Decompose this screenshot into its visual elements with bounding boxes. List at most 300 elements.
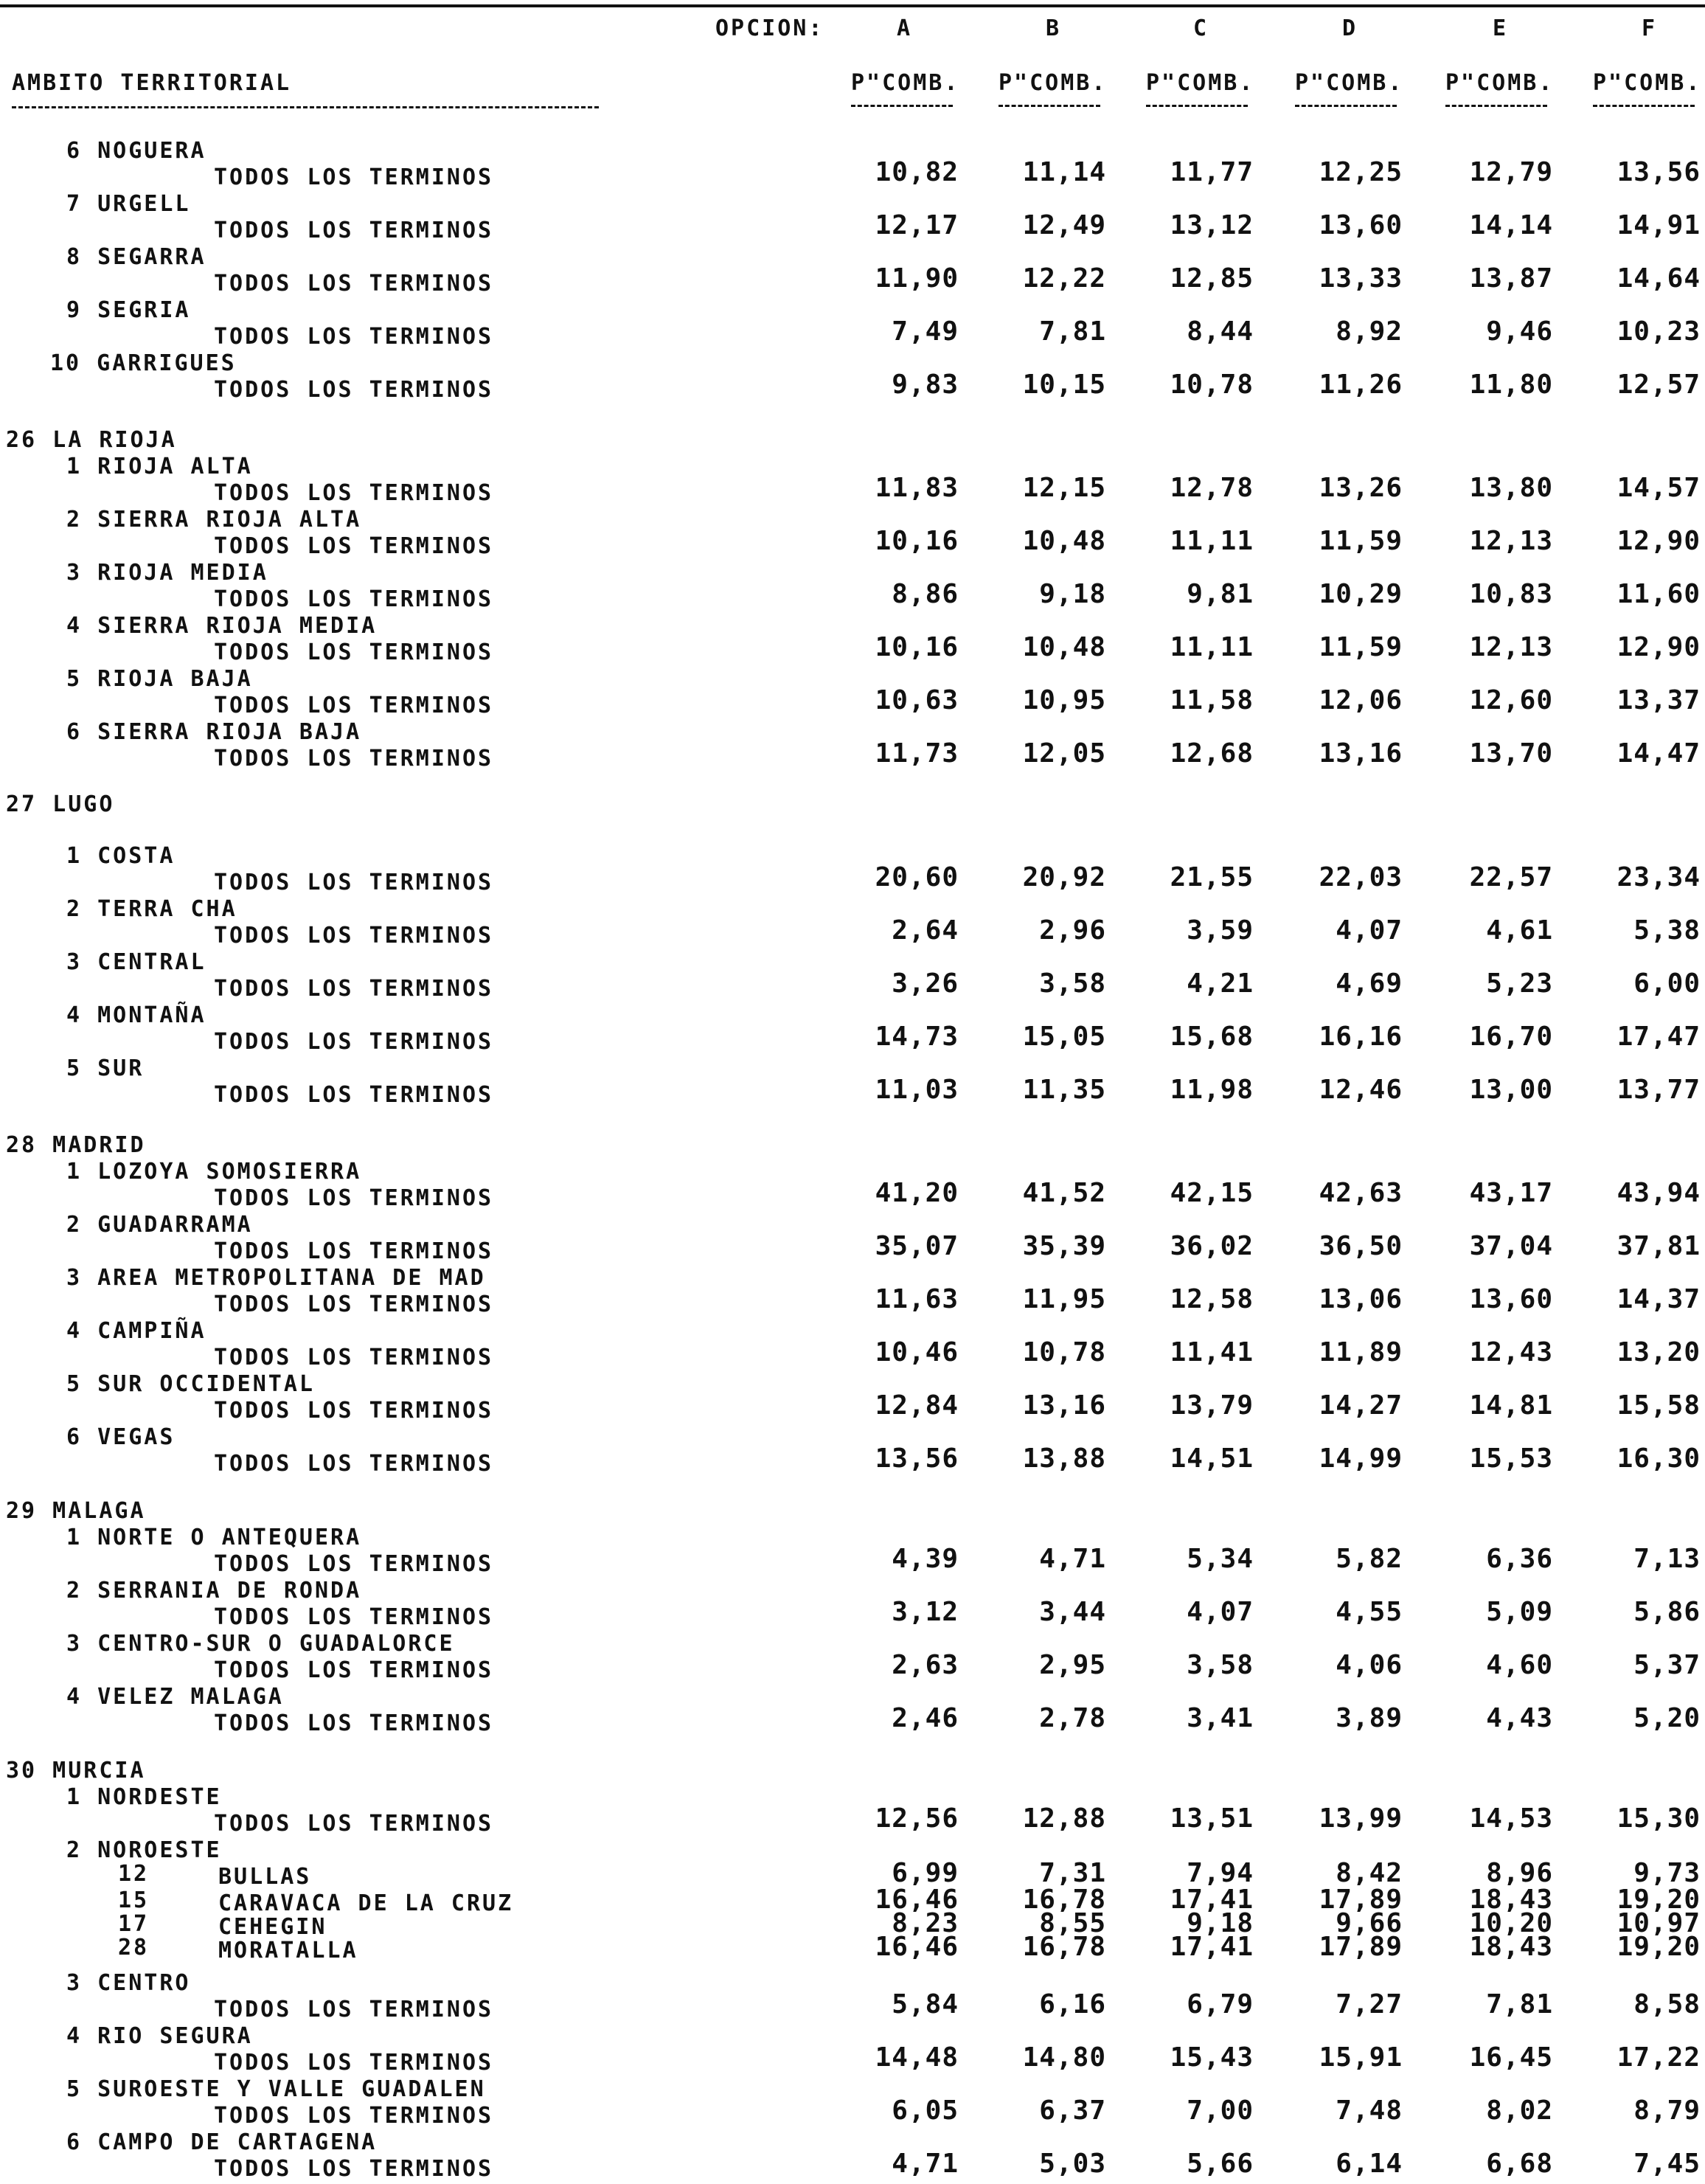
value-cell: 4,71 (892, 2149, 959, 2179)
column-letter: D (1342, 15, 1358, 41)
value-cell: 15,68 (1170, 1022, 1254, 1052)
value-cell: 13,87 (1469, 263, 1553, 294)
value-cell: 12,60 (1469, 685, 1553, 715)
value-cell: 13,99 (1319, 1803, 1403, 1834)
comarca-heading: 6 CAMPO DE CARTAGENA (66, 2129, 378, 2155)
value-cell: 3,58 (1039, 968, 1106, 999)
terms-label: TODOS LOS TERMINOS (214, 1710, 494, 1736)
value-cell: 11,58 (1170, 685, 1254, 715)
terms-label: TODOS LOS TERMINOS (214, 164, 494, 190)
value-cell: 4,21 (1187, 968, 1254, 999)
column-underline (1445, 105, 1547, 107)
value-cell: 15,58 (1617, 1390, 1701, 1421)
value-cell: 8,58 (1633, 1989, 1701, 2020)
value-cell: 12,43 (1469, 1337, 1553, 1367)
value-cell: 12,05 (1022, 738, 1106, 769)
comarca-heading: 1 NORTE O ANTEQUERA (66, 1525, 362, 1550)
value-cell: 13,06 (1319, 1284, 1403, 1314)
ambito-underline (12, 106, 599, 108)
value-cell: 10,23 (1617, 316, 1701, 347)
value-cell: 16,78 (1022, 1932, 1106, 1962)
value-cell: 2,46 (892, 1703, 959, 1733)
value-cell: 13,70 (1469, 738, 1553, 769)
column-sublabel: P"COMB. (1445, 70, 1555, 96)
value-cell: 35,07 (875, 1231, 959, 1261)
ambito-label: AMBITO TERRITORIAL (12, 70, 292, 96)
value-cell: 19,20 (1617, 1932, 1701, 1962)
value-cell: 11,11 (1170, 632, 1254, 662)
column-underline (851, 105, 953, 107)
terms-label: TODOS LOS TERMINOS (214, 1029, 494, 1055)
value-cell: 4,06 (1336, 1650, 1403, 1680)
value-cell: 6,36 (1486, 1544, 1553, 1574)
value-cell: 8,79 (1633, 2095, 1701, 2126)
value-cell: 13,16 (1022, 1390, 1106, 1421)
column-underline (1593, 105, 1695, 107)
value-cell: 17,22 (1617, 2042, 1701, 2073)
comarca-heading: 5 RIOJA BAJA (66, 666, 253, 692)
terms-label: TODOS LOS TERMINOS (214, 976, 494, 1002)
value-cell: 14,81 (1469, 1390, 1553, 1421)
value-cell: 10,97 (1617, 1908, 1701, 1938)
value-cell: 6,37 (1039, 2095, 1106, 2126)
value-cell: 3,58 (1187, 1650, 1254, 1680)
value-cell: 37,81 (1617, 1231, 1701, 1261)
comarca-heading: 3 CENTRAL (66, 949, 206, 975)
value-cell: 17,89 (1319, 1932, 1403, 1962)
value-cell: 8,92 (1336, 316, 1403, 347)
value-cell: 15,91 (1319, 2042, 1403, 2073)
comarca-heading: 4 RIO SEGURA (66, 2023, 253, 2049)
comarca-heading: 6 NOGUERA (66, 138, 206, 164)
province-heading: 29 MALAGA (6, 1498, 146, 1524)
value-cell: 7,31 (1039, 1858, 1106, 1888)
value-cell: 7,45 (1633, 2149, 1701, 2179)
value-cell: 36,50 (1319, 1231, 1403, 1261)
value-cell: 4,71 (1039, 1544, 1106, 1574)
value-cell: 11,83 (875, 473, 959, 503)
value-cell: 6,00 (1633, 968, 1701, 999)
terms-label: TODOS LOS TERMINOS (214, 1604, 494, 1630)
municipality-name: BULLAS (218, 1864, 312, 1890)
value-cell: 10,82 (875, 157, 959, 187)
value-cell: 16,46 (875, 1885, 959, 1915)
value-cell: 16,30 (1617, 1443, 1701, 1474)
value-cell: 3,44 (1039, 1597, 1106, 1627)
value-cell: 4,07 (1336, 915, 1403, 946)
value-cell: 10,15 (1022, 370, 1106, 400)
value-cell: 35,39 (1022, 1231, 1106, 1261)
terms-label: TODOS LOS TERMINOS (214, 1345, 494, 1370)
comarca-heading: 5 SUR OCCIDENTAL (66, 1371, 315, 1397)
value-cell: 41,52 (1022, 1178, 1106, 1208)
value-cell: 7,81 (1039, 316, 1106, 347)
value-cell: 12,84 (875, 1390, 959, 1421)
value-cell: 7,00 (1187, 2095, 1254, 2126)
value-cell: 14,37 (1617, 1284, 1701, 1314)
column-underline (1295, 105, 1397, 107)
value-cell: 5,23 (1486, 968, 1553, 999)
value-cell: 10,95 (1022, 685, 1106, 715)
terms-label: TODOS LOS TERMINOS (214, 2050, 494, 2076)
value-cell: 12,58 (1170, 1284, 1254, 1314)
comarca-heading: 8 SEGARRA (66, 244, 206, 270)
value-cell: 12,79 (1469, 157, 1553, 187)
value-cell: 11,95 (1022, 1284, 1106, 1314)
value-cell: 10,78 (1170, 370, 1254, 400)
value-cell: 5,34 (1187, 1544, 1254, 1574)
value-cell: 16,70 (1469, 1022, 1553, 1052)
value-cell: 17,47 (1617, 1022, 1701, 1052)
comarca-heading: 1 LOZOYA SOMOSIERRA (66, 1159, 362, 1185)
value-cell: 12,56 (875, 1803, 959, 1834)
terms-label: TODOS LOS TERMINOS (214, 1238, 494, 1264)
value-cell: 7,81 (1486, 1989, 1553, 2020)
value-cell: 16,45 (1469, 2042, 1553, 2073)
value-cell: 14,91 (1617, 210, 1701, 240)
value-cell: 13,33 (1319, 263, 1403, 294)
value-cell: 10,48 (1022, 632, 1106, 662)
value-cell: 13,60 (1469, 1284, 1553, 1314)
value-cell: 11,03 (875, 1075, 959, 1105)
value-cell: 14,48 (875, 2042, 959, 2073)
municipality-code: 12 (118, 1861, 150, 1887)
value-cell: 11,60 (1617, 579, 1701, 609)
value-cell: 3,26 (892, 968, 959, 999)
value-cell: 7,13 (1633, 1544, 1701, 1574)
value-cell: 14,80 (1022, 2042, 1106, 2073)
value-cell: 13,00 (1469, 1075, 1553, 1105)
terms-label: TODOS LOS TERMINOS (214, 923, 494, 949)
column-letter: B (1046, 15, 1062, 41)
comarca-heading: 4 CAMPIÑA (66, 1318, 206, 1344)
value-cell: 11,14 (1022, 157, 1106, 187)
value-cell: 2,64 (892, 915, 959, 946)
comarca-heading: 3 AREA METROPOLITANA DE MAD (66, 1265, 486, 1291)
comarca-heading: 2 NOROESTE (66, 1837, 222, 1863)
top-rule (0, 4, 1705, 7)
value-cell: 7,27 (1336, 1989, 1403, 2020)
value-cell: 43,17 (1469, 1178, 1553, 1208)
value-cell: 4,55 (1336, 1597, 1403, 1627)
value-cell: 13,79 (1170, 1390, 1254, 1421)
value-cell: 9,81 (1187, 579, 1254, 609)
value-cell: 11,80 (1469, 370, 1553, 400)
comarca-heading: 6 SIERRA RIOJA BAJA (66, 719, 362, 745)
terms-label: TODOS LOS TERMINOS (214, 1811, 494, 1837)
value-cell: 12,90 (1617, 526, 1701, 556)
column-sublabel: P"COMB. (999, 70, 1108, 96)
value-cell: 8,44 (1187, 316, 1254, 347)
value-cell: 14,73 (875, 1022, 959, 1052)
province-heading: 26 LA RIOJA (6, 427, 177, 453)
value-cell: 9,46 (1486, 316, 1553, 347)
column-letter: E (1493, 15, 1509, 41)
comarca-heading: 1 RIOJA ALTA (66, 454, 253, 479)
value-cell: 20,60 (875, 862, 959, 892)
comarca-heading: 3 CENTRO (66, 1970, 191, 1996)
value-cell: 12,88 (1022, 1803, 1106, 1834)
value-cell: 18,43 (1469, 1885, 1553, 1915)
terms-label: TODOS LOS TERMINOS (214, 1292, 494, 1317)
value-cell: 14,64 (1617, 263, 1701, 294)
value-cell: 15,43 (1170, 2042, 1254, 2073)
value-cell: 5,84 (892, 1989, 959, 2020)
value-cell: 11,11 (1170, 526, 1254, 556)
value-cell: 12,78 (1170, 473, 1254, 503)
comarca-heading: 1 COSTA (66, 843, 176, 869)
value-cell: 14,51 (1170, 1443, 1254, 1474)
opcion-label: OPCION: (715, 15, 824, 41)
value-cell: 13,77 (1617, 1075, 1701, 1105)
value-cell: 14,53 (1469, 1803, 1553, 1834)
value-cell: 18,43 (1469, 1932, 1553, 1962)
value-cell: 15,05 (1022, 1022, 1106, 1052)
value-cell: 7,48 (1336, 2095, 1403, 2126)
column-underline (999, 105, 1100, 107)
comarca-heading: 1 NORDESTE (66, 1784, 222, 1810)
province-heading: 28 MADRID (6, 1132, 146, 1158)
column-sublabel: P"COMB. (1146, 70, 1255, 96)
column-sublabel: P"COMB. (851, 70, 960, 96)
value-cell: 10,20 (1469, 1908, 1553, 1938)
value-cell: 14,27 (1319, 1390, 1403, 1421)
value-cell: 7,94 (1187, 1858, 1254, 1888)
municipality-name: CEHEGIN (218, 1914, 327, 1940)
value-cell: 20,92 (1022, 862, 1106, 892)
comarca-heading: 2 GUADARRAMA (66, 1212, 253, 1238)
value-cell: 17,41 (1170, 1885, 1254, 1915)
value-cell: 4,07 (1187, 1597, 1254, 1627)
value-cell: 12,22 (1022, 263, 1106, 294)
terms-label: TODOS LOS TERMINOS (214, 1997, 494, 2022)
value-cell: 12,06 (1319, 685, 1403, 715)
comarca-heading: 6 VEGAS (66, 1424, 176, 1450)
value-cell: 6,05 (892, 2095, 959, 2126)
value-cell: 4,61 (1486, 915, 1553, 946)
value-cell: 8,23 (892, 1908, 959, 1938)
value-cell: 36,02 (1170, 1231, 1254, 1261)
value-cell: 14,99 (1319, 1443, 1403, 1474)
value-cell: 10,16 (875, 526, 959, 556)
comarca-heading: 3 CENTRO-SUR O GUADALORCE (66, 1631, 455, 1657)
value-cell: 41,20 (875, 1178, 959, 1208)
value-cell: 11,98 (1170, 1075, 1254, 1105)
terms-label: TODOS LOS TERMINOS (214, 324, 494, 350)
terms-label: TODOS LOS TERMINOS (214, 2156, 494, 2182)
value-cell: 10,29 (1319, 579, 1403, 609)
value-cell: 13,60 (1319, 210, 1403, 240)
value-cell: 5,38 (1633, 915, 1701, 946)
terms-label: TODOS LOS TERMINOS (214, 480, 494, 506)
comarca-heading: 5 SUR (66, 1055, 145, 1081)
value-cell: 42,15 (1170, 1178, 1254, 1208)
value-cell: 9,66 (1336, 1908, 1403, 1938)
province-heading: 30 MURCIA (6, 1758, 146, 1783)
value-cell: 13,37 (1617, 685, 1701, 715)
value-cell: 9,18 (1187, 1908, 1254, 1938)
value-cell: 12,46 (1319, 1075, 1403, 1105)
terms-label: TODOS LOS TERMINOS (214, 639, 494, 665)
value-cell: 8,96 (1486, 1858, 1553, 1888)
value-cell: 9,18 (1039, 579, 1106, 609)
value-cell: 3,89 (1336, 1703, 1403, 1733)
value-cell: 12,15 (1022, 473, 1106, 503)
value-cell: 14,14 (1469, 210, 1553, 240)
column-letter: F (1642, 15, 1658, 41)
value-cell: 12,57 (1617, 370, 1701, 400)
value-cell: 10,16 (875, 632, 959, 662)
value-cell: 5,20 (1633, 1703, 1701, 1733)
value-cell: 17,89 (1319, 1885, 1403, 1915)
value-cell: 16,78 (1022, 1885, 1106, 1915)
value-cell: 17,41 (1170, 1932, 1254, 1962)
value-cell: 5,37 (1633, 1650, 1701, 1680)
terms-label: TODOS LOS TERMINOS (214, 2103, 494, 2129)
value-cell: 6,79 (1187, 1989, 1254, 2020)
value-cell: 2,95 (1039, 1650, 1106, 1680)
value-cell: 11,73 (875, 738, 959, 769)
value-cell: 6,14 (1336, 2149, 1403, 2179)
terms-label: TODOS LOS TERMINOS (214, 218, 494, 243)
value-cell: 11,59 (1319, 526, 1403, 556)
value-cell: 10,83 (1469, 579, 1553, 609)
value-cell: 5,03 (1039, 2149, 1106, 2179)
terms-label: TODOS LOS TERMINOS (214, 586, 494, 612)
value-cell: 22,57 (1469, 862, 1553, 892)
value-cell: 19,20 (1617, 1885, 1701, 1915)
value-cell: 10,78 (1022, 1337, 1106, 1367)
value-cell: 8,02 (1486, 2095, 1553, 2126)
municipality-name: CARAVACA DE LA CRUZ (218, 1890, 514, 1916)
value-cell: 6,99 (892, 1858, 959, 1888)
value-cell: 13,56 (1617, 157, 1701, 187)
value-cell: 10,48 (1022, 526, 1106, 556)
municipality-code: 17 (118, 1911, 150, 1937)
comarca-heading: 2 TERRA CHA (66, 896, 237, 922)
value-cell: 3,41 (1187, 1703, 1254, 1733)
value-cell: 16,16 (1319, 1022, 1403, 1052)
comarca-heading: 2 SIERRA RIOJA ALTA (66, 507, 362, 533)
value-cell: 11,89 (1319, 1337, 1403, 1367)
value-cell: 4,69 (1336, 968, 1403, 999)
terms-label: TODOS LOS TERMINOS (214, 533, 494, 559)
municipality-code: 28 (118, 1935, 150, 1961)
value-cell: 8,86 (892, 579, 959, 609)
column-letter: A (897, 15, 913, 41)
value-cell: 16,46 (875, 1932, 959, 1962)
value-cell: 21,55 (1170, 862, 1254, 892)
value-cell: 4,39 (892, 1544, 959, 1574)
value-cell: 12,13 (1469, 632, 1553, 662)
value-cell: 12,25 (1319, 157, 1403, 187)
terms-label: TODOS LOS TERMINOS (214, 1185, 494, 1211)
value-cell: 12,13 (1469, 526, 1553, 556)
value-cell: 12,85 (1170, 263, 1254, 294)
value-cell: 10,46 (875, 1337, 959, 1367)
value-cell: 6,16 (1039, 1989, 1106, 2020)
value-cell: 12,49 (1022, 210, 1106, 240)
value-cell: 43,94 (1617, 1178, 1701, 1208)
terms-label: TODOS LOS TERMINOS (214, 1398, 494, 1424)
value-cell: 3,12 (892, 1597, 959, 1627)
value-cell: 14,47 (1617, 738, 1701, 769)
value-cell: 22,03 (1319, 862, 1403, 892)
column-letter: C (1193, 15, 1209, 41)
value-cell: 11,90 (875, 263, 959, 294)
column-underline (1146, 105, 1248, 107)
value-cell: 11,77 (1170, 157, 1254, 187)
terms-label: TODOS LOS TERMINOS (214, 271, 494, 297)
value-cell: 4,60 (1486, 1650, 1553, 1680)
municipality-code: 15 (118, 1887, 150, 1913)
value-cell: 5,82 (1336, 1544, 1403, 1574)
value-cell: 5,09 (1486, 1597, 1553, 1627)
value-cell: 11,26 (1319, 370, 1403, 400)
value-cell: 42,63 (1319, 1178, 1403, 1208)
terms-label: TODOS LOS TERMINOS (214, 377, 494, 403)
value-cell: 12,17 (875, 210, 959, 240)
comarca-heading: 5 SUROESTE Y VALLE GUADALEN (66, 2076, 486, 2102)
value-cell: 7,49 (892, 316, 959, 347)
comarca-heading: 4 VELEZ MALAGA (66, 1684, 284, 1710)
value-cell: 4,43 (1486, 1703, 1553, 1733)
value-cell: 11,63 (875, 1284, 959, 1314)
value-cell: 5,66 (1187, 2149, 1254, 2179)
terms-label: TODOS LOS TERMINOS (214, 693, 494, 718)
column-sublabel: P"COMB. (1593, 70, 1702, 96)
value-cell: 11,35 (1022, 1075, 1106, 1105)
value-cell: 9,73 (1633, 1858, 1701, 1888)
terms-label: TODOS LOS TERMINOS (214, 746, 494, 772)
value-cell: 13,16 (1319, 738, 1403, 769)
column-sublabel: P"COMB. (1295, 70, 1404, 96)
terms-label: TODOS LOS TERMINOS (214, 1451, 494, 1477)
value-cell: 13,88 (1022, 1443, 1106, 1474)
value-cell: 2,63 (892, 1650, 959, 1680)
terms-label: TODOS LOS TERMINOS (214, 1551, 494, 1577)
province-heading: 27 LUGO (6, 791, 115, 817)
value-cell: 13,80 (1469, 473, 1553, 503)
comarca-heading: 10 GARRIGUES (50, 350, 237, 376)
value-cell: 11,41 (1170, 1337, 1254, 1367)
value-cell: 10,63 (875, 685, 959, 715)
terms-label: TODOS LOS TERMINOS (214, 870, 494, 895)
municipality-name: MORATALLA (218, 1938, 358, 1963)
value-cell: 3,59 (1187, 915, 1254, 946)
value-cell: 11,59 (1319, 632, 1403, 662)
value-cell: 8,55 (1039, 1908, 1106, 1938)
value-cell: 5,86 (1633, 1597, 1701, 1627)
comarca-heading: 4 SIERRA RIOJA MEDIA (66, 613, 378, 639)
value-cell: 13,26 (1319, 473, 1403, 503)
value-cell: 9,83 (892, 370, 959, 400)
value-cell: 6,68 (1486, 2149, 1553, 2179)
comarca-heading: 9 SEGRIA (66, 297, 191, 323)
value-cell: 8,42 (1336, 1858, 1403, 1888)
comarca-heading: 7 URGELL (66, 191, 191, 217)
value-cell: 37,04 (1469, 1231, 1553, 1261)
value-cell: 2,96 (1039, 915, 1106, 946)
comarca-heading: 3 RIOJA MEDIA (66, 560, 268, 586)
comarca-heading: 2 SERRANIA DE RONDA (66, 1578, 362, 1604)
value-cell: 15,30 (1617, 1803, 1701, 1834)
value-cell: 14,57 (1617, 473, 1701, 503)
value-cell: 13,12 (1170, 210, 1254, 240)
value-cell: 2,78 (1039, 1703, 1106, 1733)
value-cell: 12,90 (1617, 632, 1701, 662)
value-cell: 13,56 (875, 1443, 959, 1474)
